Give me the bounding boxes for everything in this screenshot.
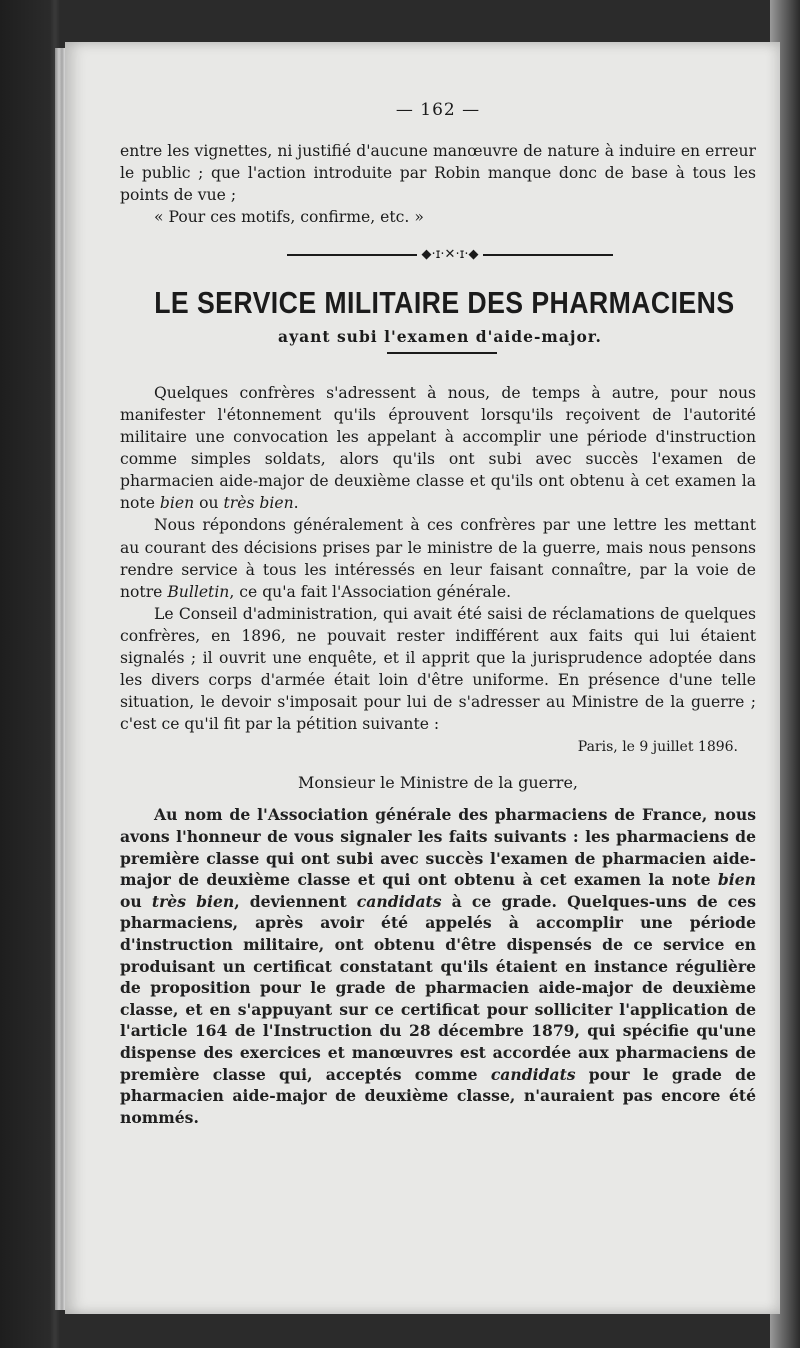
emphasis-tres-bien: très bien bbox=[151, 891, 235, 911]
section-divider bbox=[120, 248, 780, 261]
page-content bbox=[120, 100, 756, 1128]
divider-rule-right bbox=[483, 254, 613, 256]
emphasis-candidats: candidats bbox=[356, 891, 442, 911]
letter-dateline: Paris, le 9 juillet 1896. bbox=[577, 739, 738, 756]
emphasis-candidats: candidats bbox=[490, 1064, 576, 1084]
paragraph-2: Nous répondons généralement à ces confrères par une lettre les mettant au courant des décisions prises par le ministre de la guerre, mais nous pensons rendre service à tous les intéressés en leur faisant connaître, par la voie de notre Bulletin, ce qu'a fait l'Association générale. bbox=[120, 516, 756, 601]
article-subtitle: ayant subi l'examen d'aide-major. bbox=[278, 327, 602, 347]
paragraph-1: Quelques confrères s'adressent à nous, de temps à autre, pour nous manifester l'étonnement qu'ils éprouvent lorsqu'ils reçoivent de l'autorité militaire une convocation les appelant à accomplir une période d'instruction comme simples soldats, alors qu'ils ont subi avec succès l'examen de pharmacien aide-major de deuxième classe et qu'ils ont obtenu à cet examen la note bien ou très bien. bbox=[120, 383, 756, 513]
emphasis-bulletin: Bulletin bbox=[167, 582, 230, 601]
letter-salutation: Monsieur le Ministre de la guerre, bbox=[298, 773, 578, 793]
divider-ornament-icon: ◆·ɪ·✕·ɪ·◆ bbox=[421, 247, 479, 263]
continuation-text: entre les vignettes, ni justifié d'aucune manœuvre de nature à induire en erreur le public ; que l'action introduite par Robin manque donc de base à tous les points de vue ; bbox=[120, 142, 756, 205]
page-number: — 162 — bbox=[395, 100, 481, 120]
emphasis-bien: bien bbox=[717, 870, 756, 890]
divider-rule-left bbox=[287, 254, 417, 256]
emphasis-tres-bien: très bien bbox=[223, 494, 294, 513]
article-title: LE SERVICE MILITAIRE DES PHARMACIENS bbox=[154, 285, 735, 321]
emphasis-bien: bien bbox=[159, 494, 195, 513]
letter-body: Au nom de l'Association générale des pharmaciens de France, nous avons l'honneur de vous signaler les faits suivants : les pharmaciens de première classe qui ont subi avec succès l'examen de pharmacien aide-major de deuxième classe et qui ont obtenu à cet examen la note bien ou très bien, deviennent candidats à ce grade. Quelques-uns de ces pharmaciens, après avoir été appelés à accomplir une période d'instruction militaire, ont obtenu d'être dispensés de ce service en produisant un certificat constatant qu'ils étaient en instance régulière de proposition pour le grade de pharmacien aide-major de deuxième classe, et en s'appuyant sur ce certificat pour solliciter l'application de l'article 164 de l'Instruction du 28 décembre 1879, qui spécifie qu'une dispense des exercices et manœuvres est accordée aux pharmaciens de première classe qui, acceptés comme candidats pour le grade de pharmacien aide-major de deuxième classe, n'auraient pas encore été nommés. bbox=[120, 805, 756, 1127]
title-underline bbox=[387, 352, 497, 354]
continuation-quote: « Pour ces motifs, confirme, etc. » bbox=[154, 208, 424, 227]
paragraph-3: Le Conseil d'administration, qui avait été saisi de réclamations de quelques confrères, en 1896, ne pouvait rester indifférent aux faits qui lui étaient signalés ; il ouvrit une enquête, et il apprit que la jurisprudence adoptée dans les divers corps d'armée était loin d'être uniforme. En présence d'une telle situation, le devoir s'imposait pour lui de s'adresser au Ministre de la guerre ; c'est ce qu'il fit par la pétition suivante : bbox=[120, 604, 756, 734]
page-stack-left bbox=[55, 48, 65, 1310]
